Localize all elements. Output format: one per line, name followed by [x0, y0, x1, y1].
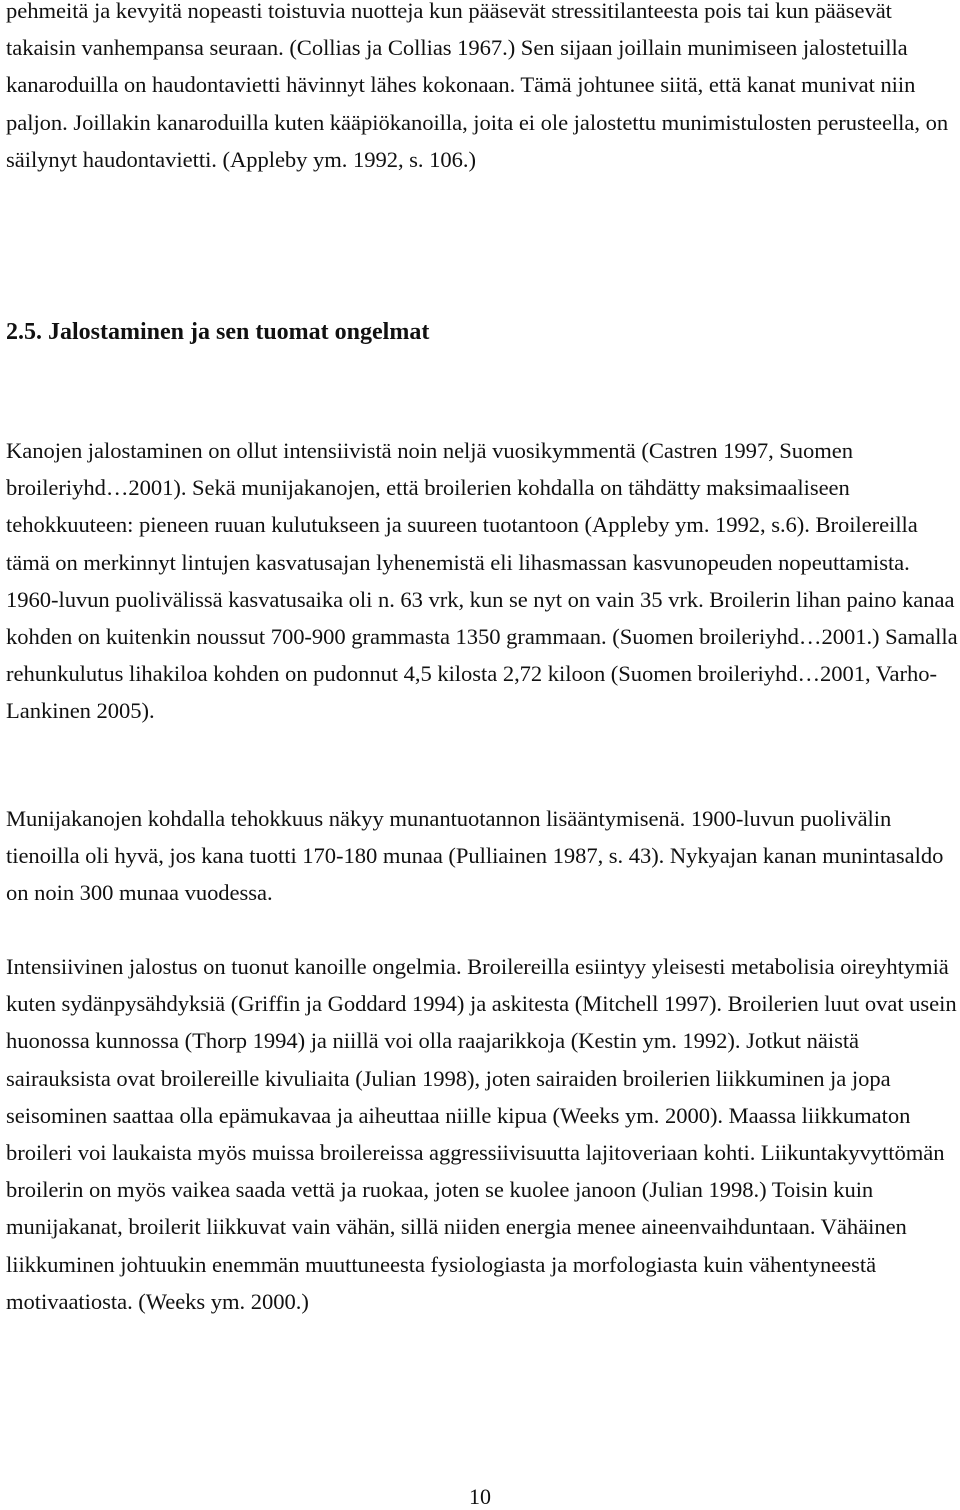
paragraph-brooding-behaviour: pehmeitä ja kevyitä nopeasti toistuvia nuotteja kun pääsevät stressitilanteesta pois tai kun pääsevät takaisin vanhempansa seuraan. (Collias ja Collias 1967.) Sen sijaan joillain munimiseen jalostetuilla kanaroduilla on haudontavietti hävinnyt lähes kokonaan. Tämä johtunee siitä, että kanat munivat niin paljon. Joillakin kanaroduilla kuten kääpiökanoilla, joita ei ole jalostettu munimistulosten perusteella, on säilynyt haudontavietti. (Appleby ym. 1992, s. 106.) — [6, 0, 949, 172]
paragraph-egg-production: Munijakanojen kohdalla tehokkuus näkyy munantuotannon lisääntymisenä. 1900-luvun puolivälin tienoilla oli hyvä, jos kana tuotti 170-180 munaa (Pulliainen 1987, s. 43). Nykyajan kanan munintasaldo on noin 300 munaa vuodessa. — [6, 806, 944, 906]
section-heading: 2.5. Jalostaminen ja sen tuomat ongelmat — [6, 319, 430, 345]
paragraph-breeding-problems: Intensiivinen jalostus on tuonut kanoille ongelmia. Broilereilla esiintyy yleisesti metabolisia oireyhtymiä kuten sydänpysähdyksiä (Griffin ja Goddard 1994) ja askitesta (Mitchell 1997). Broilerien luut ovat usein huonossa kunnossa (Thorp 1994) ja niillä voi olla raajarikkoja (Kestin ym. 1992). Jotkut näistä sairauksista ovat broilereille kivuliaita (Julian 1998), joten sairaiden broilerien liikkuminen ja jopa seisominen saattaa olla epämukavaa ja aiheuttaa niille kipua (Weeks ym. 2000). Maassa liikkumaton broileri voi laukaista myös muissa broilereissa aggressiivisuutta lajitoveriaan kohti. Liikuntakyvyttömän broilerin on myös vaikea saada vettä ja ruokaa, joten se kuolee janoon (Julian 1998.) Toisin kuin munijakanat, broilerit liikkuvat vain vähän, sillä niiden energia menee aineenvaihduntaan. Vähäinen liikkuminen johtuukin enemmän muuttuneesta fysiologiasta ja morfologiasta kuin vähentyneestä motivaatiosta. (Weeks ym. 2000.) — [6, 954, 957, 1314]
paragraph-breeding-efficiency: Kanojen jalostaminen on ollut intensiivistä noin neljä vuosikymmentä (Castren 1997, Suomen broileriyhd…2001). Sekä munijakanojen, että broilerien kohdalla on tähdätty maksimaaliseen tehokkuuteen: pieneen ruuan kulutukseen ja suureen tuotantoon (Appleby ym. 1992, s.6). Broilereilla tämä on merkinnyt lintujen kasvatusajan lyhenemistä eli lihasmassan kasvunopeuden nopeuttamista. 1960-luvun puolivälissä kasvatusaika oli n. 63 vrk, kun se nyt on vain 35 vrk. Broilerin lihan paino kanaa kohden on kuitenkin noussut 700-900 grammasta 1350 grammaan. (Suomen broileriyhd…2001.) Samalla rehunkulutus lihakiloa kohden on pudonnut 4,5 kilosta 2,72 kiloon (Suomen broileriyhd…2001, Varho-Lankinen 2005). — [6, 438, 958, 724]
page-number: 10 — [469, 1484, 491, 1509]
